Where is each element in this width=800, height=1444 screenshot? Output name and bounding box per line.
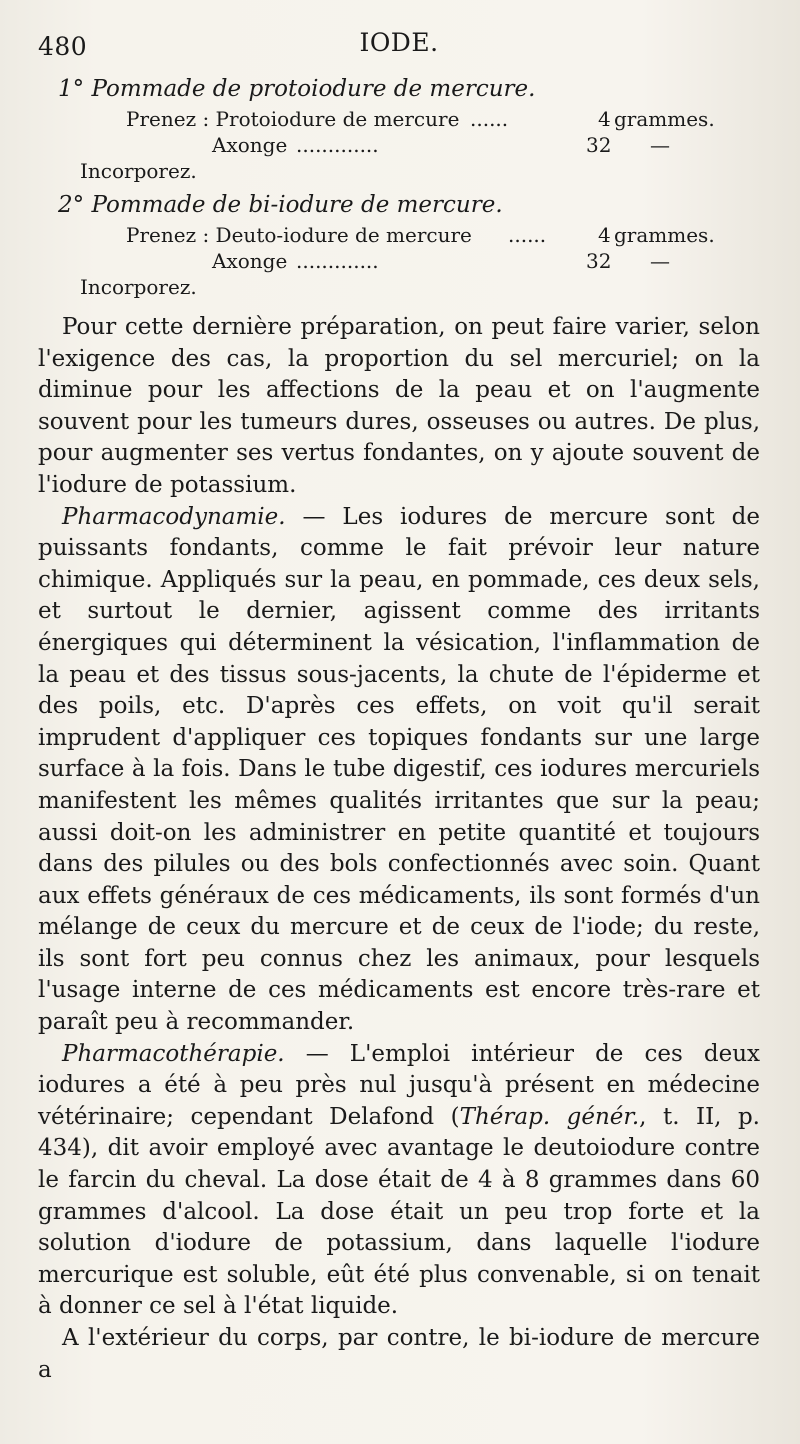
ingredient-label: Prenez : Protoiodure de mercure — [126, 107, 460, 131]
recipe-protoiodure — [38, 72, 760, 188]
paragraph-text: — L'emploi intérieur de ces deux iodures a été à peu près nul jusqu'à présent en médecine vétérinaire; cependant Delafond ( — [38, 1040, 760, 1130]
recipe-biiodure — [38, 188, 760, 304]
ingredient-label: Axonge — [212, 249, 288, 273]
recipe-ingredient — [38, 222, 760, 248]
ingredient-label: Axonge — [212, 133, 288, 157]
paragraph-text: — Les iodures de mercure sont de puissants fondants, comme le fait prévoir leur nature chimique. Appliqués sur la peau, en pommade, ces deux sels, et surtout le dernier, agissent comme des irritants énergiques qui déterminent la vésication, l'inflammation de la peau et des tissus sous-jacents, la chute de l'épiderme et des poils, etc. D'après ces effets, on voit qu'il serait imprudent d'appliquer ces topiques fondants sur une large surface à la fois. Dans le tube digestif, ces iodures mercuriels manifestent les mêmes qualités irritantes que sur la peau; aussi doit-on les administrer en petite quantité et toujours dans des pilules ou des bols confectionnés avec soin. Quant aux effets généraux de ces médicaments, ils sont formés d'un mélange de ceux du mercure et de ceux de l'iode; du reste, ils sont fort peu connus chez les animaux, pour lesquels l'usage interne de ces médicaments est encore très-rare et paraît peu à recommander. — [38, 503, 760, 1036]
paragraph: A l'extérieur du corps, par contre, le bi-iodure de mercure a — [38, 1325, 760, 1383]
ingredient-unit: grammes. — [614, 223, 715, 247]
ingredient-amount: 4 — [598, 107, 611, 131]
ingredient-amount: 32 — [586, 133, 612, 157]
page-header — [38, 28, 760, 72]
recipe-ingredient — [38, 248, 760, 274]
ingredient-amount: 4 — [598, 223, 611, 247]
leader-dots: ...... — [508, 223, 547, 247]
leader-dots: ............. — [296, 133, 379, 157]
ingredient-label: Prenez : Deuto-iodure de mercure — [126, 223, 472, 247]
paragraph: Pour cette dernière préparation, on peut faire varier, selon l'exigence des cas, la proportion du sel mercuriel; on la diminue pour les affections de la peau et on l'augmente souvent pour les tumeurs dures, osseuses ou autres. De plus, pour augmenter ses vertus fondantes, on y ajoute souvent de l'iodure de potassium. — [38, 314, 760, 498]
citation: Thérap. génér. — [459, 1103, 640, 1130]
ingredient-unit: grammes. — [614, 107, 715, 131]
leader-dots: ............. — [296, 249, 379, 273]
recipe-ingredient — [38, 132, 760, 158]
ingredient-unit: — — [650, 249, 670, 273]
page-number: 480 — [38, 32, 88, 61]
leader-dots: ...... — [470, 107, 509, 131]
paragraph — [38, 502, 760, 1039]
body-text — [38, 312, 760, 1386]
recipe-title: 2° Pommade de bi-iodure de mercure. — [58, 192, 503, 218]
recipe-ingredient — [38, 106, 760, 132]
recipe-title: 1° Pommade de protoiodure de mercure. — [58, 76, 536, 102]
running-title: IODE. — [359, 28, 439, 57]
section-heading: Pharmacodynamie. — [62, 503, 286, 530]
paragraph-text: , t. II, p. 434), dit avoir employé avec avantage le deutoiodure contre le farcin du cheval. La dose était de 4 à 8 grammes dans 60 grammes d'alcool. La dose était un peu trop forte et la solution d'iodure de potassium, dans laquelle l'iodure mercurique est soluble, eût été plus convenable, si on tenait à donner ce sel à l'état liquide. — [38, 1103, 760, 1320]
recipe-instruction: Incorporez. — [80, 159, 197, 183]
ingredient-unit: — — [650, 133, 670, 157]
section-heading: Pharmacothérapie. — [62, 1040, 285, 1067]
recipe-instruction: Incorporez. — [80, 275, 197, 299]
ingredient-amount: 32 — [586, 249, 612, 273]
paragraph — [38, 1039, 760, 1323]
